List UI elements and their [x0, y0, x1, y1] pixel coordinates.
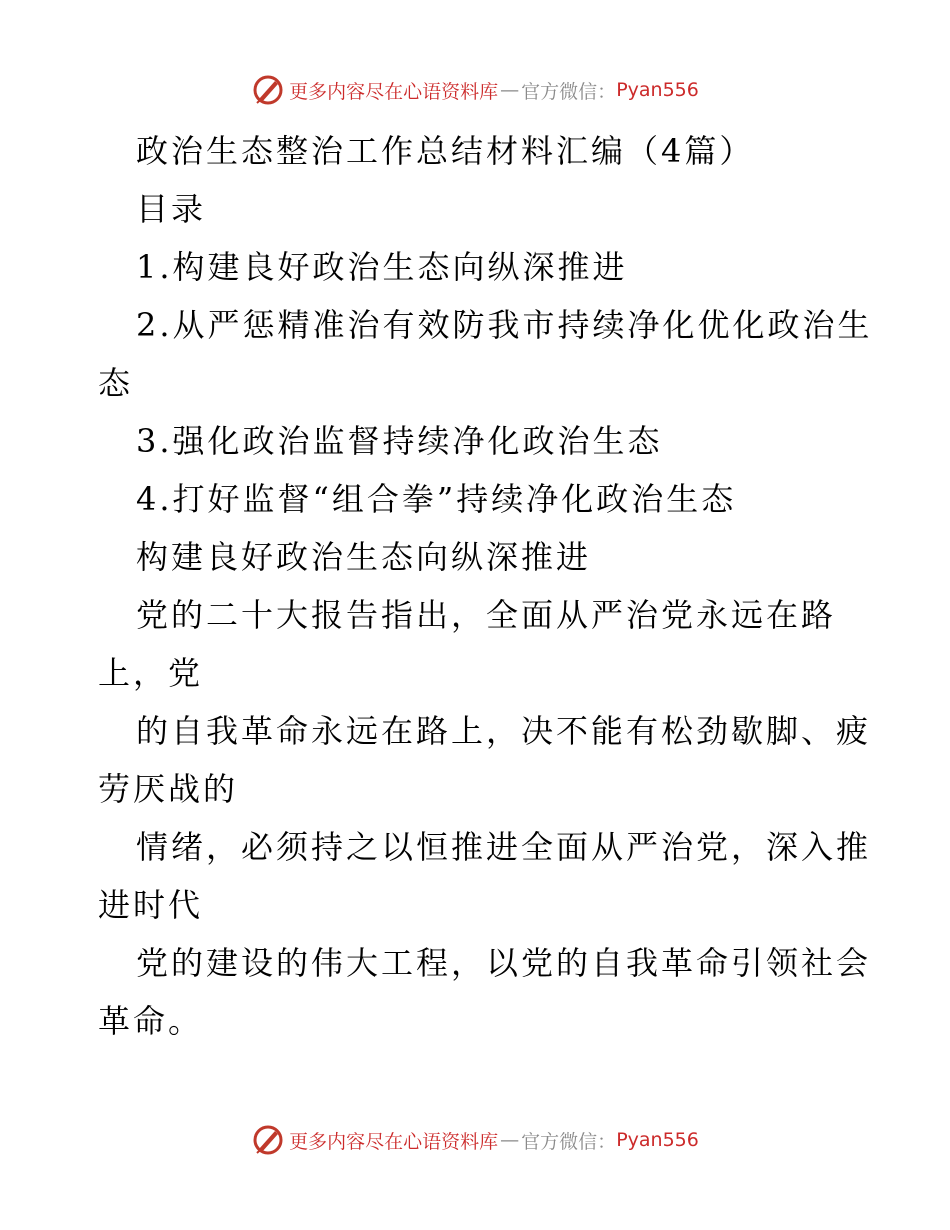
header-watermark	[0, 70, 950, 110]
section-heading: 构建良好政治生态向纵深推进	[136, 538, 592, 576]
toc-item: 2.从严惩精准治有效防我市持续净化优化政治生	[136, 306, 873, 344]
toc-heading: 目录	[136, 190, 207, 228]
banner-dash: —	[500, 79, 520, 101]
banner-wechat-id: Pyan556	[616, 1129, 699, 1151]
toc-item: 4.打好监督“组合拳”持续净化政治生态	[136, 480, 737, 518]
paragraph-line: 的自我革命永远在路上，决不能有松劲歇脚、疲	[136, 712, 872, 750]
toc-item-continuation: 态	[98, 364, 134, 402]
banner-main-text: 更多内容尽在心语资料库	[289, 1130, 499, 1153]
banner-wechat-label: 官方微信：	[521, 1130, 617, 1153]
paragraph-line: 党的建设的伟大工程，以党的自我革命引领社会	[136, 944, 872, 982]
document-title: 政治生态整治工作总结材料汇编（4篇）	[136, 132, 755, 170]
document-body	[98, 122, 873, 1050]
banner-main-text: 更多内容尽在心语资料库	[289, 80, 499, 103]
brand-logo-icon	[251, 73, 285, 107]
banner-wechat-label: 官方微信：	[521, 80, 617, 103]
banner-dash: —	[500, 1129, 520, 1151]
banner-wechat-id: Pyan556	[616, 79, 699, 101]
paragraph-line: 劳厌战的	[98, 770, 239, 808]
paragraph-line: 进时代	[98, 886, 204, 924]
paragraph-line: 上，党	[98, 654, 204, 692]
brand-logo-icon	[251, 1123, 285, 1157]
paragraph-line: 党的二十大报告指出，全面从严治党永远在路	[136, 596, 837, 634]
footer-watermark	[0, 1120, 950, 1160]
toc-item: 1.构建良好政治生态向纵深推进	[136, 248, 628, 286]
toc-item: 3.强化政治监督持续净化政治生态	[136, 422, 663, 460]
paragraph-line: 革命。	[98, 1002, 204, 1040]
paragraph-line: 情绪，必须持之以恒推进全面从严治党，深入推	[136, 828, 872, 866]
